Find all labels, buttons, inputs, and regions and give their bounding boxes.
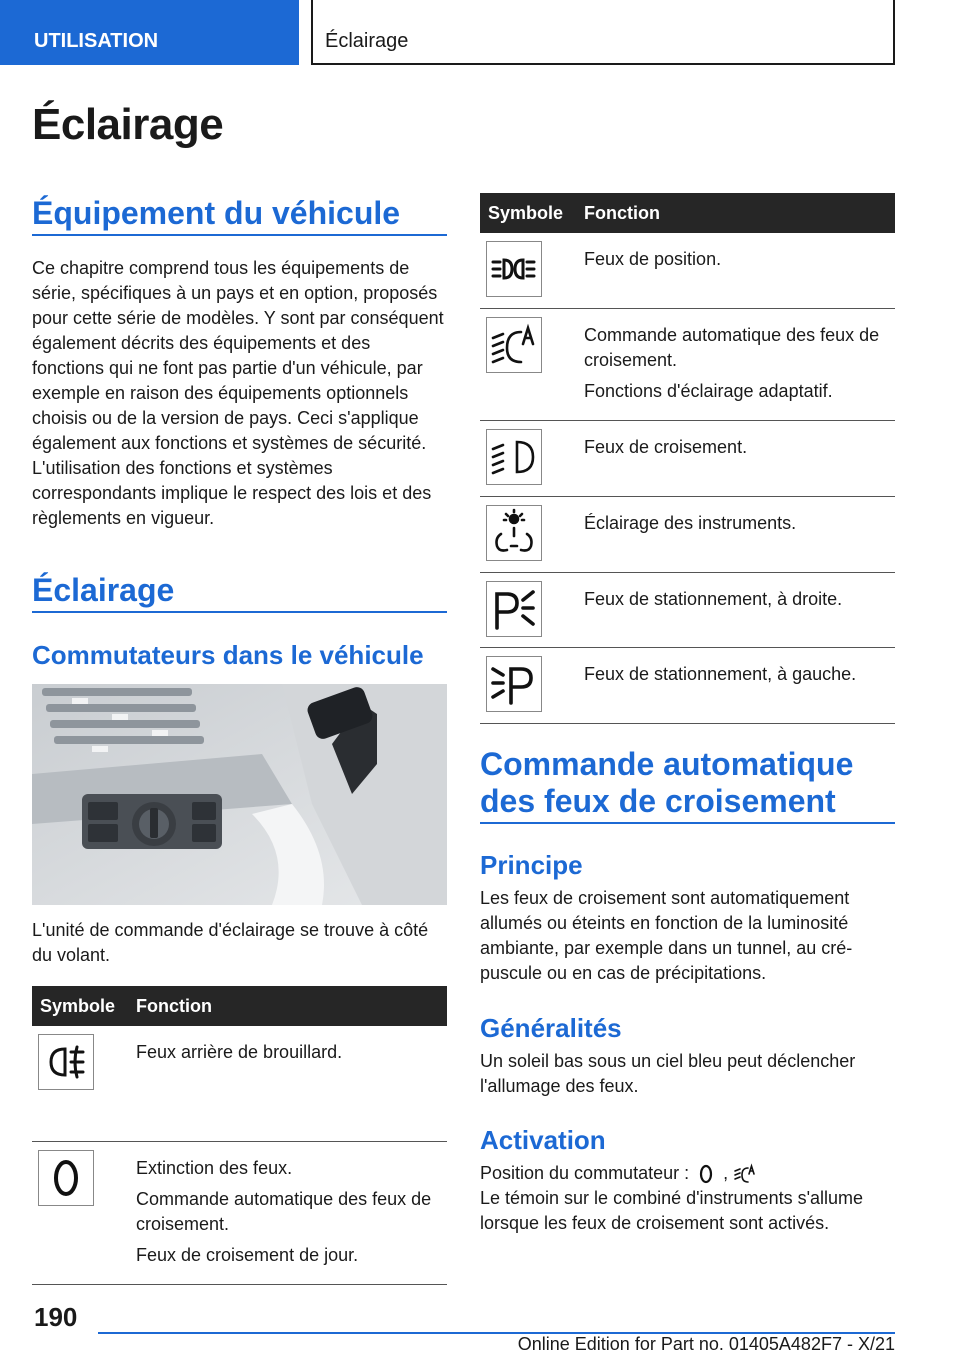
col-header-function: Fonction (130, 986, 447, 1026)
paragraph-activation (480, 1161, 895, 1236)
section-tab: UTILISATION (0, 0, 299, 65)
activation-text-2: Le témoin sur le combiné d'instruments s'allume lorsque les feux de croisement sont activés. (480, 1188, 864, 1234)
heading-auto-low-beam: Commande automatique des feux de croisement (480, 746, 854, 819)
function-text: Feux de position. (584, 249, 722, 269)
paragraph-switches: L'unité de commande d'éclairage se trouve à côté du volant. (32, 920, 429, 965)
table-row (480, 647, 895, 723)
paragraph-principle: Les feux de croisement sont automatiquement allumés ou éteints en fonction de la luminosité ambiante, par exemple dans un tunnel, au crépuscule ou en cas de précipitations. (480, 888, 853, 983)
table-row (480, 233, 895, 308)
heading-switches: Commutateurs dans le véhicule (32, 640, 424, 670)
paragraph-equipment: Ce chapitre comprend tous les équipements de série, spécifiques à un pays et en option, proposés pour cette série de modèles. Y sont par conséquent également décrits des équipements et des fonctions qui ne font pas partie d'un véhicule, par exemple en raison des équipements optionnels choisis ou de la version de pays. Ceci s'applique également aux fonctions et systèmes de sécurité. L'utilisation des fonctions et systèmes correspondants implique le respect des lois et des règlements en vigueur. (32, 258, 444, 528)
parking-light-left-icon (486, 656, 542, 712)
function-text: Éclairage des instruments. (584, 512, 797, 533)
heading-rule (480, 822, 895, 824)
heading-activation: Activation (480, 1125, 606, 1155)
table-row (480, 496, 895, 572)
heading-rule (32, 611, 447, 613)
table-row (480, 308, 895, 420)
col-header-symbol: Symbole (32, 986, 130, 1026)
page-number: 190 (34, 1302, 78, 1332)
footer-edition: Online Edition for Part no. 01405A482F7 - X/21 (517, 1334, 895, 1354)
col-header-function: Fonction (578, 193, 895, 233)
rear-fog-light-icon (38, 1034, 94, 1090)
function-text: Feux arrière de brouillard. (136, 1042, 343, 1062)
lights-off-icon (694, 1162, 718, 1186)
function-text: Commande automatique des feux de croisement. (136, 1188, 432, 1234)
function-text: Feux de croisement de jour. (136, 1244, 359, 1265)
col-header-symbol: Symbole (480, 193, 578, 233)
heading-lighting: Éclairage (32, 572, 175, 608)
function-text: Feux de stationnement, à droite. (584, 588, 843, 609)
lights-off-icon (38, 1150, 94, 1206)
symbol-table-right (480, 193, 895, 724)
function-text: Feux de croisement. (584, 436, 748, 457)
chapter-header: Éclairage (311, 0, 895, 65)
paragraph-general: Un soleil bas sous un ciel bleu peut déclencher l'allumage des feux. (480, 1051, 856, 1096)
activation-text: Position du commutateur : (480, 1163, 695, 1183)
activation-separator: , (718, 1163, 734, 1183)
function-text: Commande automatique des feux de croisement. (584, 324, 880, 370)
auto-low-beam-icon (733, 1162, 757, 1186)
symbol-table-left (32, 986, 447, 1285)
table-row (480, 572, 895, 647)
instrument-lighting-icon (486, 505, 542, 561)
page-title: Éclairage (32, 100, 224, 149)
table-row (480, 420, 895, 496)
function-text: Extinction des feux. (136, 1157, 293, 1178)
low-beam-icon (486, 429, 542, 485)
heading-rule (32, 234, 447, 236)
parking-lights-icon (486, 241, 542, 297)
function-text: Fonctions d'éclairage adaptatif. (584, 380, 833, 401)
table-row (32, 1026, 447, 1141)
heading-general: Généralités (480, 1013, 622, 1043)
heading-equipment: Équipement du véhicule (32, 195, 401, 231)
auto-low-beam-icon (486, 317, 542, 373)
table-row (32, 1141, 447, 1284)
function-text: Feux de stationnement, à gauche. (584, 663, 857, 684)
parking-light-right-icon (486, 581, 542, 637)
light-switch-photo (32, 684, 447, 905)
heading-principle: Principe (480, 850, 583, 880)
